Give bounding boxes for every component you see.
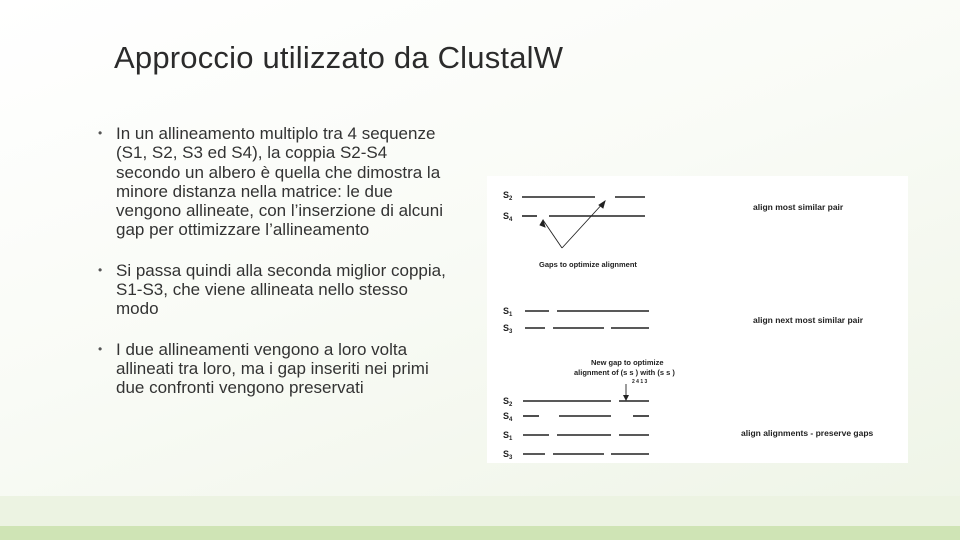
seq-label-s3: $S_3$ (503, 323, 513, 335)
seq-label-s1-final: $S_1$ (503, 430, 513, 442)
footer-bar (0, 526, 960, 540)
footer-strip (0, 496, 960, 526)
step3-label: align alignments - preserve gaps (741, 428, 874, 438)
bullet-item: • I due allineamenti vengono a loro volta allineati tra loro, ma i gap inseriti nei primi due confronti vengono preservati (98, 340, 448, 398)
seq-label-s4-final: $S_4$ (503, 411, 513, 423)
step2-lines (525, 311, 649, 328)
step3-gap-arrow (623, 384, 629, 401)
slide-title: Approccio utilizzato da ClustalW (114, 40, 564, 75)
step3-gap-note-subs: 2 4 1 3 (632, 379, 648, 385)
step2-label: align next most similar pair (753, 315, 864, 325)
seq-label-s3-final: $S_3$ (503, 449, 513, 461)
clustalw-diagram (487, 176, 908, 463)
bullet-item: • In un allineamento multiplo tra 4 sequenze (S1, S2, S3 ed S4), la coppia S2-S4 secondo un albero è quella che dimostra la minore distanza nella matrice: le due vengono allineate, con l’inserzione di alcuni gap per ottimizzare l’allineamento (98, 124, 448, 240)
step3-gap-note-line2: alignment of (s s ) with (s s ) (574, 368, 675, 377)
step3-lines (523, 401, 649, 454)
seq-label-s4: $S_4$ (503, 211, 513, 223)
step1-gap-note: Gaps to optimize alignment (539, 260, 637, 269)
seq-label-s2: $S_2$ (503, 190, 513, 202)
step3-gap-note-line1: New gap to optimize (591, 358, 664, 367)
bullet-list (98, 124, 448, 419)
step1-lines (522, 197, 645, 216)
step1-label: align most similar pair (753, 202, 844, 212)
seq-label-s1: $S_1$ (503, 306, 513, 318)
step1-gap-arrows (540, 201, 605, 248)
seq-label-s2-final: $S_2$ (503, 396, 513, 408)
bullet-item: • Si passa quindi alla seconda miglior coppia, S1-S3, che viene allineata nello stesso modo (98, 261, 448, 319)
alignment-figure (487, 176, 908, 463)
